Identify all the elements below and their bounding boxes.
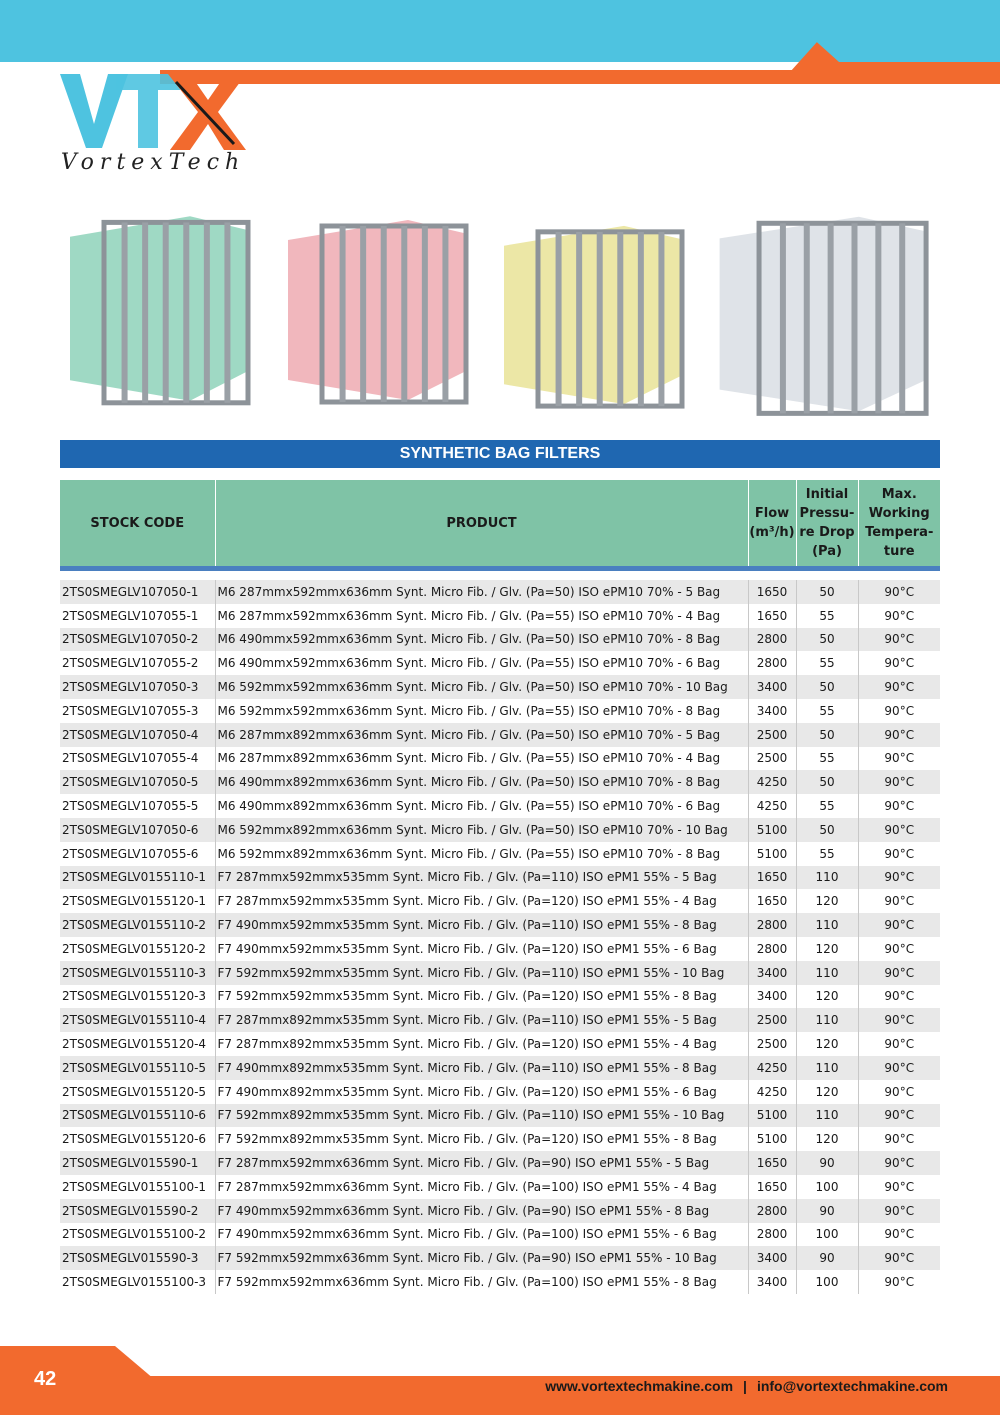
- table-row: [60, 1151, 940, 1175]
- cell-pressure-drop: 55: [796, 651, 858, 675]
- cell-product: F7 592mmx892mmx535mm Synt. Micro Fib. / Glv. (Pa=110) ISO ePM1 55% - 10 Bag: [215, 1104, 748, 1128]
- table-row: [60, 1127, 940, 1151]
- cell-max-temperature: 90°C: [858, 770, 940, 794]
- cell-product: M6 490mmx592mmx636mm Synt. Micro Fib. / Glv. (Pa=50) ISO ePM10 70% - 8 Bag: [215, 628, 748, 652]
- cell-flow: 2500: [748, 1008, 796, 1032]
- cell-stock-code: 2TS0SMEGLV107050-4: [60, 723, 215, 747]
- yellow-bag-filter-icon: [494, 216, 694, 414]
- cell-max-temperature: 90°C: [884, 1227, 915, 1242]
- cell-pressure-drop: 55: [796, 747, 858, 771]
- cell-product: M6 592mmx592mmx636mm Synt. Micro Fib. / Glv. (Pa=50) ISO ePM10 70% - 10 Bag: [215, 675, 748, 699]
- table-row: [60, 1032, 940, 1056]
- cell-stock-code: 2TS0SMEGLV107050-5: [60, 770, 215, 794]
- cell-flow: 1650: [748, 1175, 796, 1199]
- table-row: [60, 794, 940, 818]
- cell-flow: 5100: [748, 842, 796, 866]
- table-row: [60, 770, 940, 794]
- table-row: [60, 913, 940, 937]
- pink-bag-filter-image: [278, 210, 478, 410]
- cell-product: M6 490mmx592mmx636mm Synt. Micro Fib. / Glv. (Pa=55) ISO ePM10 70% - 6 Bag: [215, 651, 748, 675]
- cell-stock-code: 2TS0SMEGLV107050-3: [60, 675, 215, 699]
- cell-product: F7 592mmx892mmx535mm Synt. Micro Fib. / Glv. (Pa=120) ISO ePM1 55% - 8 Bag: [215, 1127, 748, 1151]
- header-rule: [60, 566, 940, 571]
- cell-product: F7 287mmx892mmx535mm Synt. Micro Fib. / Glv. (Pa=120) ISO ePM1 55% - 4 Bag: [215, 1032, 748, 1056]
- cell-flow: 2800: [748, 1223, 796, 1247]
- cell-product: F7 490mmx592mmx535mm Synt. Micro Fib. / Glv. (Pa=110) ISO ePM1 55% - 8 Bag: [215, 913, 748, 937]
- table-row: [60, 961, 940, 985]
- cell-max-temperature: 90°C: [884, 751, 915, 766]
- cell-flow: 2800: [748, 651, 796, 675]
- cell-flow: 3400: [748, 1270, 796, 1294]
- cell-stock-code: 2TS0SMEGLV107055-2: [60, 651, 215, 675]
- cell-max-temperature: 90°C: [884, 941, 915, 956]
- grey-bag-filter-icon: [708, 206, 940, 422]
- table-row: [60, 985, 940, 1009]
- table-row: [60, 747, 940, 771]
- cell-pressure-drop: 90: [796, 1246, 858, 1270]
- cell-stock-code: 2TS0SMEGLV0155110-4: [60, 1008, 215, 1032]
- cell-stock-code: 2TS0SMEGLV107050-6: [60, 818, 215, 842]
- cell-max-temperature: 90°C: [858, 1199, 940, 1223]
- table-body: [60, 566, 940, 1294]
- cell-stock-code: 2TS0SMEGLV0155110-5: [60, 1056, 215, 1080]
- cell-flow: 4250: [748, 770, 796, 794]
- contact-separator: |: [743, 1378, 747, 1394]
- cell-max-temperature: 90°C: [884, 1132, 915, 1147]
- table-row: [60, 1080, 940, 1104]
- cell-stock-code: 2TS0SMEGLV107055-6: [60, 842, 215, 866]
- cell-stock-code: 2TS0SMEGLV015590-3: [60, 1246, 215, 1270]
- cell-flow: 1650: [748, 1151, 796, 1175]
- cell-product: M6 287mmx892mmx636mm Synt. Micro Fib. / Glv. (Pa=50) ISO ePM10 70% - 5 Bag: [215, 723, 748, 747]
- cell-stock-code: 2TS0SMEGLV0155110-1: [60, 866, 215, 890]
- cell-max-temperature: 90°C: [858, 1056, 940, 1080]
- cell-pressure-drop: 120: [796, 985, 858, 1009]
- cell-max-temperature: 90°C: [884, 1037, 915, 1052]
- green-bag-filter-icon: [60, 206, 260, 411]
- green-bag-filter-image: [60, 206, 260, 411]
- cell-pressure-drop: 55: [796, 794, 858, 818]
- cell-pressure-drop: 50: [796, 628, 858, 652]
- table-row: [60, 842, 940, 866]
- grey-bag-filter-image: [708, 206, 940, 422]
- cell-flow: 4250: [748, 1056, 796, 1080]
- cell-pressure-drop: 55: [796, 699, 858, 723]
- cell-pressure-drop: 50: [796, 723, 858, 747]
- website-link[interactable]: www.vortextechmakine.com: [545, 1378, 734, 1394]
- cell-pressure-drop: 100: [796, 1270, 858, 1294]
- cell-max-temperature: 90°C: [884, 703, 915, 718]
- cell-product: F7 592mmx592mmx535mm Synt. Micro Fib. / Glv. (Pa=120) ISO ePM1 55% - 8 Bag: [215, 985, 748, 1009]
- cell-stock-code: 2TS0SMEGLV107055-4: [60, 747, 215, 771]
- cell-max-temperature: 90°C: [858, 866, 940, 890]
- brand-logo: [58, 72, 248, 182]
- cell-pressure-drop: 110: [796, 1008, 858, 1032]
- cell-flow: 3400: [748, 675, 796, 699]
- table-row: [60, 866, 940, 890]
- table-header-row: [60, 480, 940, 566]
- cell-pressure-drop: 110: [796, 1056, 858, 1080]
- cell-max-temperature: 90°C: [858, 723, 940, 747]
- cell-pressure-drop: 120: [796, 937, 858, 961]
- table-row: [60, 818, 940, 842]
- cell-product: M6 592mmx892mmx636mm Synt. Micro Fib. / Glv. (Pa=55) ISO ePM10 70% - 8 Bag: [215, 842, 748, 866]
- cell-max-temperature: 90°C: [884, 846, 915, 861]
- cell-pressure-drop: 90: [796, 1199, 858, 1223]
- cell-pressure-drop: 110: [796, 1104, 858, 1128]
- cell-stock-code: 2TS0SMEGLV0155120-1: [60, 889, 215, 913]
- cell-stock-code: 2TS0SMEGLV0155110-2: [60, 913, 215, 937]
- cell-max-temperature: 90°C: [884, 608, 915, 623]
- cell-max-temperature: 90°C: [858, 961, 940, 985]
- cell-product: F7 592mmx592mmx636mm Synt. Micro Fib. / Glv. (Pa=90) ISO ePM1 55% - 10 Bag: [215, 1246, 748, 1270]
- cell-stock-code: 2TS0SMEGLV107050-1: [60, 580, 215, 604]
- header-pressure-drop: Initial Pressu- re Drop (Pa): [796, 480, 858, 566]
- cell-flow: 2500: [748, 747, 796, 771]
- cell-product: M6 592mmx592mmx636mm Synt. Micro Fib. / Glv. (Pa=55) ISO ePM10 70% - 8 Bag: [215, 699, 748, 723]
- cell-product: F7 287mmx592mmx636mm Synt. Micro Fib. / Glv. (Pa=90) ISO ePM1 55% - 5 Bag: [215, 1151, 748, 1175]
- cell-flow: 2800: [748, 628, 796, 652]
- cell-flow: 1650: [748, 580, 796, 604]
- cell-stock-code: 2TS0SMEGLV107055-1: [60, 604, 215, 628]
- vtx-logo-icon: [58, 72, 248, 152]
- cell-flow: 2500: [748, 1032, 796, 1056]
- brand-name: VortexTech: [60, 150, 246, 175]
- cell-pressure-drop: 120: [796, 1080, 858, 1104]
- product-table: [60, 480, 940, 1294]
- cell-product: F7 490mmx592mmx535mm Synt. Micro Fib. / Glv. (Pa=120) ISO ePM1 55% - 6 Bag: [215, 937, 748, 961]
- cell-flow: 3400: [748, 961, 796, 985]
- cell-max-temperature: 90°C: [884, 1084, 915, 1099]
- cell-pressure-drop: 50: [796, 818, 858, 842]
- cell-product: M6 287mmx892mmx636mm Synt. Micro Fib. / Glv. (Pa=55) ISO ePM10 70% - 4 Bag: [215, 747, 748, 771]
- table-row: [60, 1270, 940, 1294]
- cell-max-temperature: 90°C: [858, 1104, 940, 1128]
- cell-product: F7 287mmx892mmx535mm Synt. Micro Fib. / Glv. (Pa=110) ISO ePM1 55% - 5 Bag: [215, 1008, 748, 1032]
- page-number: 42: [34, 1368, 57, 1390]
- cell-flow: 1650: [748, 889, 796, 913]
- cell-pressure-drop: 90: [796, 1151, 858, 1175]
- cell-flow: 2500: [748, 723, 796, 747]
- cell-max-temperature: 90°C: [858, 1008, 940, 1032]
- cell-product: F7 490mmx592mmx636mm Synt. Micro Fib. / Glv. (Pa=100) ISO ePM1 55% - 6 Bag: [215, 1223, 748, 1247]
- table-row: [60, 1056, 940, 1080]
- cell-product: M6 490mmx892mmx636mm Synt. Micro Fib. / Glv. (Pa=50) ISO ePM10 70% - 8 Bag: [215, 770, 748, 794]
- cell-stock-code: 2TS0SMEGLV107055-3: [60, 699, 215, 723]
- cell-max-temperature: 90°C: [884, 894, 915, 909]
- cell-pressure-drop: 110: [796, 961, 858, 985]
- cell-stock-code: 2TS0SMEGLV015590-2: [60, 1199, 215, 1223]
- cell-product: F7 490mmx892mmx535mm Synt. Micro Fib. / Glv. (Pa=110) ISO ePM1 55% - 8 Bag: [215, 1056, 748, 1080]
- email-link[interactable]: info@vortextechmakine.com: [756, 1378, 948, 1394]
- cell-flow: 1650: [748, 604, 796, 628]
- cell-stock-code: 2TS0SMEGLV0155120-6: [60, 1127, 215, 1151]
- cell-flow: 5100: [748, 818, 796, 842]
- table-row: [60, 675, 940, 699]
- cell-stock-code: 2TS0SMEGLV0155100-3: [60, 1270, 215, 1294]
- cell-stock-code: 2TS0SMEGLV015590-1: [60, 1151, 215, 1175]
- cell-max-temperature: 90°C: [884, 989, 915, 1004]
- table-row: [60, 1199, 940, 1223]
- table-row: [60, 1175, 940, 1199]
- cell-stock-code: 2TS0SMEGLV0155100-2: [60, 1223, 215, 1247]
- cell-max-temperature: 90°C: [858, 628, 940, 652]
- table-row: [60, 889, 940, 913]
- cell-max-temperature: 90°C: [858, 580, 940, 604]
- cell-max-temperature: 90°C: [884, 1179, 915, 1194]
- cell-pressure-drop: 50: [796, 770, 858, 794]
- cell-pressure-drop: 100: [796, 1175, 858, 1199]
- cell-pressure-drop: 55: [796, 842, 858, 866]
- table-row: [60, 1104, 940, 1128]
- cell-max-temperature: 90°C: [884, 799, 915, 814]
- cell-flow: 3400: [748, 699, 796, 723]
- cell-product: F7 287mmx592mmx636mm Synt. Micro Fib. / Glv. (Pa=100) ISO ePM1 55% - 4 Bag: [215, 1175, 748, 1199]
- cell-stock-code: 2TS0SMEGLV0155110-6: [60, 1104, 215, 1128]
- footer-contact: [540, 1378, 953, 1394]
- section-title: SYNTHETIC BAG FILTERS: [60, 440, 940, 468]
- cell-stock-code: 2TS0SMEGLV0155120-5: [60, 1080, 215, 1104]
- cell-product: M6 490mmx892mmx636mm Synt. Micro Fib. / Glv. (Pa=55) ISO ePM10 70% - 6 Bag: [215, 794, 748, 818]
- cell-flow: 5100: [748, 1127, 796, 1151]
- table-row: [60, 628, 940, 652]
- cell-pressure-drop: 120: [796, 1127, 858, 1151]
- header-max-temperature: Max. Working Tempera- ture: [858, 480, 940, 566]
- cell-product: F7 592mmx592mmx535mm Synt. Micro Fib. / Glv. (Pa=110) ISO ePM1 55% - 10 Bag: [215, 961, 748, 985]
- cell-max-temperature: 90°C: [858, 913, 940, 937]
- cell-product: M6 287mmx592mmx636mm Synt. Micro Fib. / Glv. (Pa=50) ISO ePM10 70% - 5 Bag: [215, 580, 748, 604]
- header-orange-band: [160, 70, 1000, 84]
- cell-pressure-drop: 50: [796, 580, 858, 604]
- cell-flow: 4250: [748, 794, 796, 818]
- cell-flow: 2800: [748, 1199, 796, 1223]
- cell-stock-code: 2TS0SMEGLV0155120-2: [60, 937, 215, 961]
- cell-max-temperature: 90°C: [884, 1275, 915, 1289]
- cell-stock-code: 2TS0SMEGLV0155120-3: [60, 985, 215, 1009]
- cell-flow: 4250: [748, 1080, 796, 1104]
- product-images: [60, 196, 940, 426]
- table-row: [60, 580, 940, 604]
- header-stock-code: STOCK CODE: [60, 480, 215, 566]
- table-row: [60, 723, 940, 747]
- cell-flow: 2800: [748, 937, 796, 961]
- footer-white-strip: [115, 1346, 1000, 1376]
- cell-max-temperature: 90°C: [858, 1151, 940, 1175]
- cell-pressure-drop: 50: [796, 675, 858, 699]
- cell-stock-code: 2TS0SMEGLV107055-5: [60, 794, 215, 818]
- header-product: PRODUCT: [215, 480, 748, 566]
- pink-bag-filter-icon: [278, 210, 478, 410]
- table-row: [60, 651, 940, 675]
- cell-product: M6 592mmx892mmx636mm Synt. Micro Fib. / Glv. (Pa=50) ISO ePM10 70% - 10 Bag: [215, 818, 748, 842]
- cell-pressure-drop: 100: [796, 1223, 858, 1247]
- cell-product: F7 592mmx592mmx636mm Synt. Micro Fib. / Glv. (Pa=100) ISO ePM1 55% - 8 Bag: [215, 1270, 748, 1294]
- cell-max-temperature: 90°C: [884, 656, 915, 671]
- header-flow: Flow (m³/h): [748, 480, 796, 566]
- cell-stock-code: 2TS0SMEGLV0155120-4: [60, 1032, 215, 1056]
- cell-product: F7 287mmx592mmx535mm Synt. Micro Fib. / Glv. (Pa=110) ISO ePM1 55% - 5 Bag: [215, 866, 748, 890]
- cell-pressure-drop: 120: [796, 889, 858, 913]
- cell-flow: 1650: [748, 866, 796, 890]
- cell-flow: 3400: [748, 1246, 796, 1270]
- cell-product: F7 490mmx592mmx636mm Synt. Micro Fib. / Glv. (Pa=90) ISO ePM1 55% - 8 Bag: [215, 1199, 748, 1223]
- table-row: [60, 604, 940, 628]
- cell-stock-code: 2TS0SMEGLV107050-2: [60, 628, 215, 652]
- cell-product: F7 287mmx592mmx535mm Synt. Micro Fib. / Glv. (Pa=120) ISO ePM1 55% - 4 Bag: [215, 889, 748, 913]
- cell-stock-code: 2TS0SMEGLV0155100-1: [60, 1175, 215, 1199]
- cell-product: M6 287mmx592mmx636mm Synt. Micro Fib. / Glv. (Pa=55) ISO ePM10 70% - 4 Bag: [215, 604, 748, 628]
- cell-pressure-drop: 110: [796, 866, 858, 890]
- cell-flow: 5100: [748, 1104, 796, 1128]
- table-row: [60, 1008, 940, 1032]
- cell-stock-code: 2TS0SMEGLV0155110-3: [60, 961, 215, 985]
- cell-pressure-drop: 120: [796, 1032, 858, 1056]
- cell-max-temperature: 90°C: [858, 818, 940, 842]
- yellow-bag-filter-image: [494, 216, 694, 414]
- table-row: [60, 699, 940, 723]
- cell-max-temperature: 90°C: [858, 675, 940, 699]
- table-row: [60, 1223, 940, 1247]
- cell-pressure-drop: 55: [796, 604, 858, 628]
- cell-flow: 3400: [748, 985, 796, 1009]
- table-row: [60, 937, 940, 961]
- cell-max-temperature: 90°C: [858, 1246, 940, 1270]
- cell-product: F7 490mmx892mmx535mm Synt. Micro Fib. / Glv. (Pa=120) ISO ePM1 55% - 6 Bag: [215, 1080, 748, 1104]
- cell-flow: 2800: [748, 913, 796, 937]
- table-row: [60, 1246, 940, 1270]
- cell-pressure-drop: 110: [796, 913, 858, 937]
